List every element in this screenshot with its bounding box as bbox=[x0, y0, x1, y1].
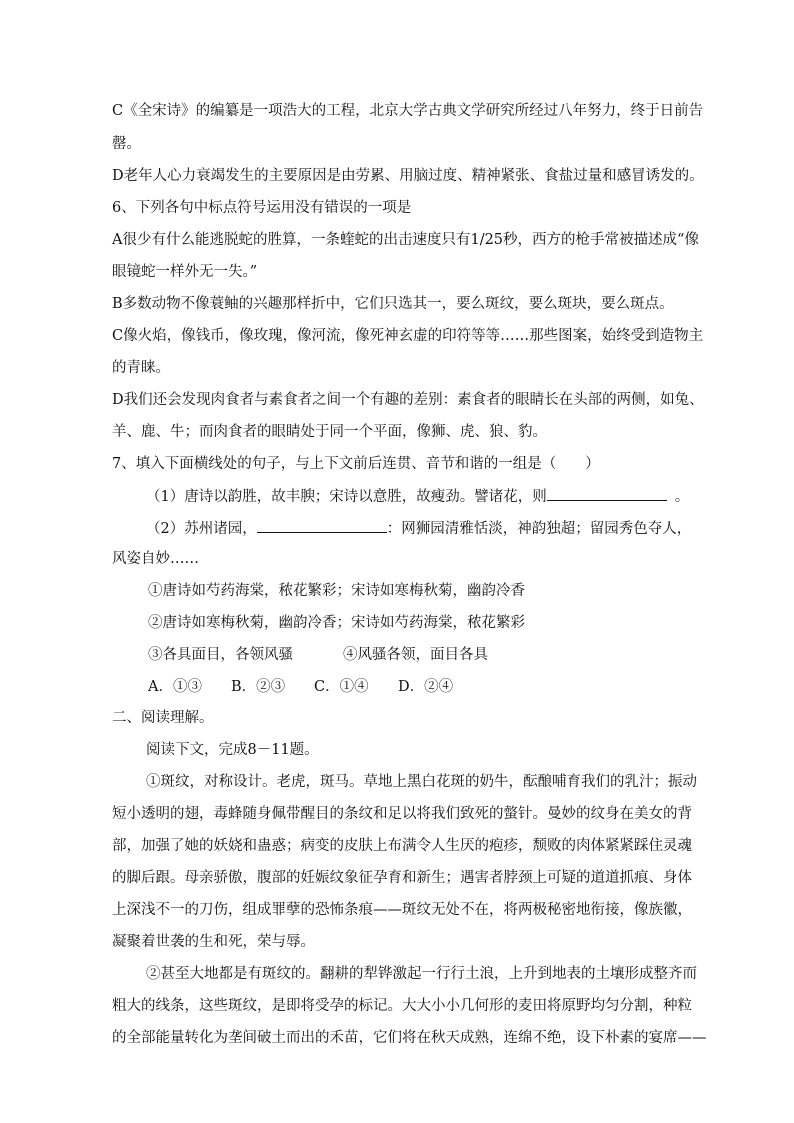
q7-choice-d: D．②④ bbox=[398, 679, 454, 695]
option-d-line: D老年人心力衰竭发生的主要原因是由劳累、用脑过度、精神紧张、食盐过量和感冒诱发的。 bbox=[112, 168, 704, 184]
q6-option-a-line-2: 眼镜蛇一样外无一失。” bbox=[112, 264, 258, 280]
fill-blank-2[interactable] bbox=[257, 518, 387, 533]
section-2-heading: 二、阅读理解。 bbox=[112, 710, 214, 726]
q7-sentence-2-text: （2）苏州诸园， bbox=[146, 521, 257, 537]
q7-option-2: ②唐诗如寒梅秋菊，幽韵冷香；宋诗如芍药海棠，秾花繁彩 bbox=[148, 615, 525, 631]
paragraph-1-line: 上深浅不一的刀伤，组成罪孽的恐怖条痕——斑纹无处不在，将两极秘密地衔接，像族徽， bbox=[112, 902, 692, 918]
q7-sentence-2-rest: ：网狮园清雅恬淡，神韵独超；留园秀色夺人， bbox=[386, 521, 692, 537]
paragraph-1-line: 部，加强了她的妖娆和蛊惑；病变的皮肤上布满令人生厌的疱疹，颓败的肉体紧紧踩住灵魂 bbox=[112, 838, 692, 854]
q6-option-d-line-2: 羊、鹿、牛；而肉食者的眼睛处于同一个平面，像狮、虎、狼、豹。 bbox=[112, 424, 547, 440]
q7-sentence-1 bbox=[146, 486, 689, 507]
paragraph-1-line: 的脚后跟。母亲骄傲，腹部的妊娠纹象征孕育和新生；遇害者脖颈上可疑的道道抓痕、身体 bbox=[112, 870, 692, 886]
q7-option-3: ③各具面目，各领风骚 bbox=[148, 647, 293, 663]
option-c-line-2: 罄。 bbox=[112, 136, 141, 152]
q6-option-c-line-2: 的青睐。 bbox=[112, 360, 170, 376]
q7-sentence-1-text: （1）唐诗以韵胜，故丰腴；宋诗以意胜，故瘦劲。譬诸花，则 bbox=[146, 489, 547, 505]
paragraph-2-line: 粗大的线条，这些斑纹，是即将受孕的标记。大大小小几何形的麦田将原野均匀分割，种粒 bbox=[112, 998, 692, 1014]
paragraph-1-line: 凝聚着世袭的生和死，荣与辱。 bbox=[112, 934, 315, 950]
paragraph-1-line: ①斑纹，对称设计。老虎，斑马。草地上黑白花斑的奶牛，酝酿哺育我们的乳汁；振动 bbox=[146, 774, 697, 790]
paragraph-1-line: 短小透明的翅，毒蜂随身佩带醒目的条纹和足以将我们致死的螫针。曼妙的纹身在美女的背 bbox=[112, 806, 692, 822]
paragraph-2-line: ②甚至大地都是有斑纹的。翻耕的犁铧激起一行行土浪，上升到地表的土壤形成整齐而 bbox=[146, 966, 697, 982]
q6-option-d-line-1: D我们还会发现肉食者与素食者之间一个有趣的差别：素食者的眼睛长在头部的两侧，如兔、 bbox=[112, 392, 704, 408]
paragraph-2-line: 的全部能量转化为垄间破土而出的禾苗，它们将在秋天成熟，连绵不绝，设下朴素的宴席—— bbox=[112, 1030, 707, 1046]
q7-choice-c: C．①④ bbox=[314, 679, 369, 695]
q7-choice-a: A．①③ bbox=[148, 679, 202, 695]
q7-sentence-2 bbox=[146, 518, 691, 539]
q7-choice-b: B．②③ bbox=[231, 679, 286, 695]
question-7-title: 7、填入下面横线处的句子，与上下文前后连贯、音节和谐的一组是（ ） bbox=[112, 456, 600, 472]
option-c-line-1: C《全宋诗》的编纂是一项浩大的工程，北京大学古典文学研究所经过八年努力，终于日前告 bbox=[112, 103, 704, 119]
q6-option-b: B多数动物不像蓑鲉的兴趣那样折中，它们只选其一，要么斑纹，要么斑块，要么斑点。 bbox=[112, 296, 674, 312]
q7-option-1: ①唐诗如芍药海棠，秾花繁彩；宋诗如寒梅秋菊，幽韵冷香 bbox=[148, 583, 525, 599]
reading-intro: 阅读下文，完成8－11题。 bbox=[146, 742, 319, 758]
q7-sentence-1-end: 。 bbox=[674, 489, 690, 505]
q7-sentence-2-cont: 风姿自妙…… bbox=[112, 551, 199, 567]
q7-option-4: ④风骚各领，面目各具 bbox=[343, 647, 488, 663]
question-6-title: 6、下列各句中标点符号运用没有错误的一项是 bbox=[112, 200, 412, 216]
q6-option-a-line-1: A很少有什么能逃脱蛇的胜算，一条蝰蛇的出击速度只有1/25秒，西方的枪手常被描述成“像 bbox=[112, 232, 699, 248]
q6-option-c-line-1: C像火焰，像钱币，像玫瑰，像河流，像死神玄虚的印符等等……那些图案，始终受到造物主 bbox=[112, 328, 704, 344]
fill-blank-1[interactable] bbox=[547, 486, 667, 501]
